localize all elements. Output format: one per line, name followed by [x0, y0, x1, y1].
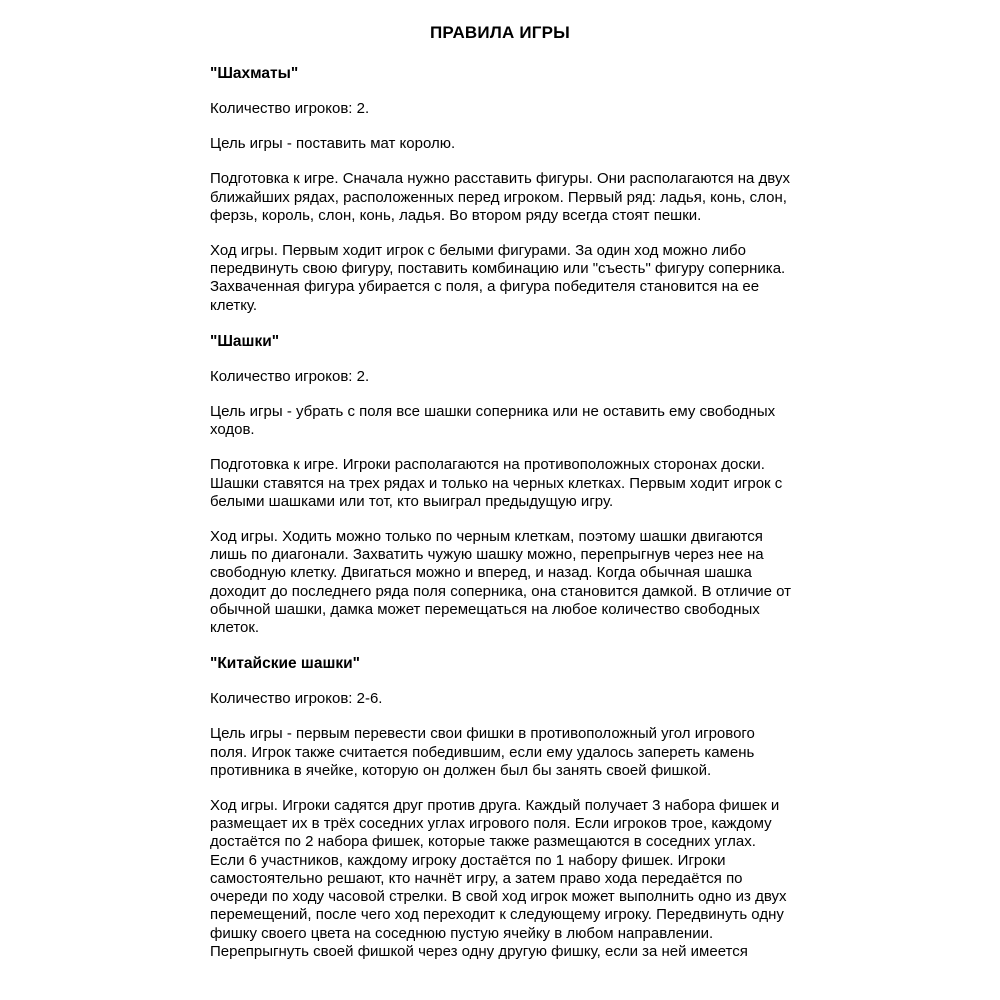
text-line: клеток.	[210, 619, 260, 637]
text-line: Цель игры - убрать с поля все шашки соперника или не оставить ему свободных	[210, 403, 776, 421]
text-line: обычной шашки, дамка может перемещаться на любое количество свободных	[210, 600, 760, 618]
text-line: поля. Игрок также считается победившим, если ему удалось запереть камень	[210, 743, 755, 761]
text-line: лишь по диагонали. Захватить чужую шашку можно, перепрыгнув через нее на	[210, 546, 764, 564]
document-body	[210, 64, 830, 978]
paragraph	[210, 797, 830, 961]
text-line: Захваченная фигура убирается с поля, а фигура победителя становится на ее	[210, 278, 760, 296]
paragraph	[210, 135, 830, 153]
text-line: Если 6 участников, каждому игроку достаётся по 1 набору фишек. Игроки	[210, 851, 726, 869]
text-line: фишку своего цвета на соседнюю пустую ячейку в любом направлении.	[210, 924, 714, 942]
paragraph	[210, 242, 830, 315]
game-title: "Китайские шашки"	[210, 655, 361, 673]
text-line: самостоятельно решают, кто начнёт игру, а затем право хода передаётся по	[210, 869, 743, 887]
page-title: ПРАВИЛА ИГРЫ	[429, 23, 570, 42]
text-line: свободную клетку. Двигаться можно и вперед, и назад. Когда обычная шашка	[210, 564, 752, 582]
text-line: противника в ячейке, которую он должен был бы занять своей фишкой.	[210, 761, 712, 779]
text-line: ходов.	[210, 421, 255, 439]
text-line: Перепрыгнуть своей фишкой через одну другую фишку, если за ней имеется	[210, 942, 748, 960]
text-line: достаётся по 2 набора фишек, которые также размещаются в соседних углах.	[210, 833, 756, 851]
text-line: белыми шашками или тот, кто выиграл предыдущую игру.	[210, 492, 614, 510]
paragraph	[210, 456, 830, 511]
text-line: перемещений, после чего ход переходит к следующему игроку. Передвинуть одну	[210, 906, 784, 924]
text-line: Подготовка к игре. Игроки располагаются на противоположных сторонах доски.	[210, 456, 765, 474]
text-line: доходит до последнего ряда поля соперника, она становится дамкой. В отличие от	[210, 582, 792, 600]
text-line: ферзь, король, слон, конь, ладья. Во втором ряду всегда стоят пешки.	[210, 206, 702, 224]
text-line: Количество игроков: 2.	[210, 100, 370, 117]
game-title: "Шашки"	[210, 332, 280, 350]
text-line: ближайших рядах, расположенных перед игроком. Первый ряд: ладья, конь, слон,	[210, 188, 787, 206]
text-line: очереди по ходу часовой стрелки. В свой ход игрок может выполнить одно из двух	[210, 888, 787, 906]
text-line: Цель игры - поставить мат королю.	[210, 135, 456, 153]
text-line: Шашки ставятся на трех рядах и только на черных клетках. Первым ходит игрок с	[210, 474, 783, 492]
text-line: Цель игры - первым перевести свои фишки в противоположный угол игрового	[210, 725, 755, 743]
text-line: Подготовка к игре. Сначала нужно расставить фигуры. Они располагаются на двух	[210, 170, 790, 188]
text-line: Количество игроков: 2-6.	[210, 690, 383, 708]
paragraph	[210, 528, 830, 637]
text-line: клетку.	[210, 296, 258, 314]
text-line: размещает их в трёх соседних углах игрового поля. Если игроков трое, каждому	[210, 815, 772, 833]
text-line: Ход игры. Первым ходит игрок с белыми фигурами. За один ход можно либо	[210, 242, 746, 260]
paragraph	[210, 725, 830, 780]
paragraph	[210, 690, 830, 708]
text-line: Ход игры. Игроки садятся друг против друга. Каждый получает 3 набора фишек и	[210, 797, 780, 815]
paragraph	[210, 368, 830, 386]
paragraph	[210, 170, 830, 225]
text-line: передвинуть свою фигуру, поставить комбинацию или "съесть" фигуру соперника.	[210, 260, 786, 278]
text-line: Ход игры. Ходить можно только по черным клеткам, поэтому шашки двигаются	[210, 528, 763, 546]
paragraph	[210, 403, 830, 439]
text-line: Количество игроков: 2.	[210, 367, 370, 385]
game-title: "Шахматы"	[210, 65, 299, 82]
paragraph	[210, 100, 830, 118]
